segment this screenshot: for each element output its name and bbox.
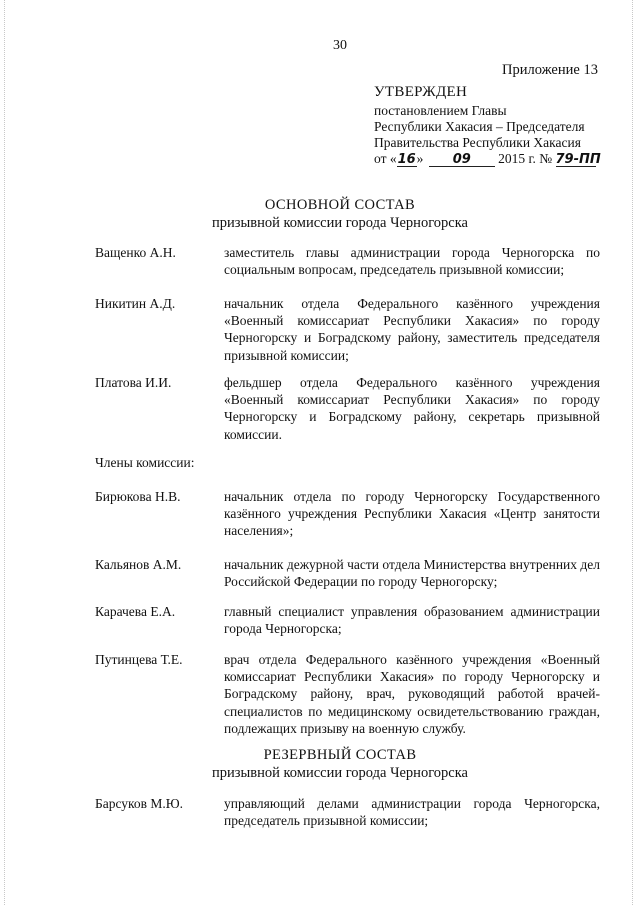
approved-heading: УТВЕРЖДЕН: [374, 84, 468, 100]
approval-block: [374, 84, 601, 167]
person-name: Платова И.И.: [95, 375, 172, 390]
members-label: Члены комиссии:: [95, 455, 195, 470]
reserve-section-title: РЕЗЕРВНЫЙ СОСТАВ: [263, 747, 417, 763]
person-role: врач отдела Федерального казённого учреждения «Военный комиссариат Республики Хакасия» по городу Черногорску и Боградскому району, врач, руководящий работой врачей-специалистов по медицинскому освидетельствованию граждан, подлежащих призыву на военную службу.: [224, 652, 600, 736]
person-name: Барсуков М.Ю.: [95, 796, 184, 811]
reserve-section-subtitle: призывной комиссии города Черногорска: [212, 765, 468, 781]
person-name: Бирюкова Н.В.: [95, 489, 181, 504]
date-prefix: от «: [374, 151, 397, 166]
approval-date-line: [374, 151, 601, 167]
person-role: начальник отдела Федерального казённого учреждения «Военный комиссариат Республики Хакасия» по городу Черногорску и Боградскому району, заместитель председателя призывной комиссии;: [224, 296, 600, 363]
person-name: Путинцева Т.Е.: [95, 652, 183, 667]
main-section-heading: [0, 196, 640, 232]
page-number: 30: [333, 38, 347, 53]
person-role: заместитель главы администрации города Черногорска по социальным вопросам, председатель призывной комиссии;: [224, 245, 600, 278]
person-role: управляющий делами администрации города Черногорска, председатель призывной комиссии;: [224, 796, 600, 829]
handwritten-number: 79-ПП: [555, 152, 601, 167]
person-role: главный специалист управления образованием администрации города Черногорска;: [224, 604, 600, 637]
reserve-section-heading: [0, 746, 640, 782]
handwritten-day: 16: [397, 152, 416, 167]
approval-line-2: Республики Хакасия – Председателя: [374, 119, 585, 134]
person-role: начальник дежурной части отдела Министерства внутренних дел Российской Федерации по городу Черногорску;: [224, 557, 600, 590]
appendix-label: Приложение 13: [502, 62, 598, 78]
handwritten-month: 09: [429, 153, 495, 167]
person-name: Кальянов А.М.: [95, 557, 182, 572]
person-name: Никитин А.Д.: [95, 296, 176, 311]
year-text: 2015 г. №: [498, 151, 553, 166]
date-mid: »: [416, 151, 424, 166]
person-name: Карачева Е.А.: [95, 604, 176, 619]
main-section-title: ОСНОВНОЙ СОСТАВ: [264, 197, 416, 213]
main-section-subtitle: призывной комиссии города Черногорска: [212, 215, 468, 231]
person-name: Ващенко А.Н.: [95, 245, 176, 260]
person-role: фельдшер отдела Федерального казённого учреждения «Военный комиссариат Республики Хакасия» по городу Черногорску и Боградскому району, секретарь призывной комиссии.: [224, 375, 600, 442]
person-role: начальник отдела по городу Черногорску Государственного казённого учреждения Республики Хакасия «Центр занятости населения»;: [224, 489, 600, 539]
approval-line-3: Правительства Республики Хакасия: [374, 135, 581, 150]
approval-line-1: постановлением Главы: [374, 103, 507, 118]
